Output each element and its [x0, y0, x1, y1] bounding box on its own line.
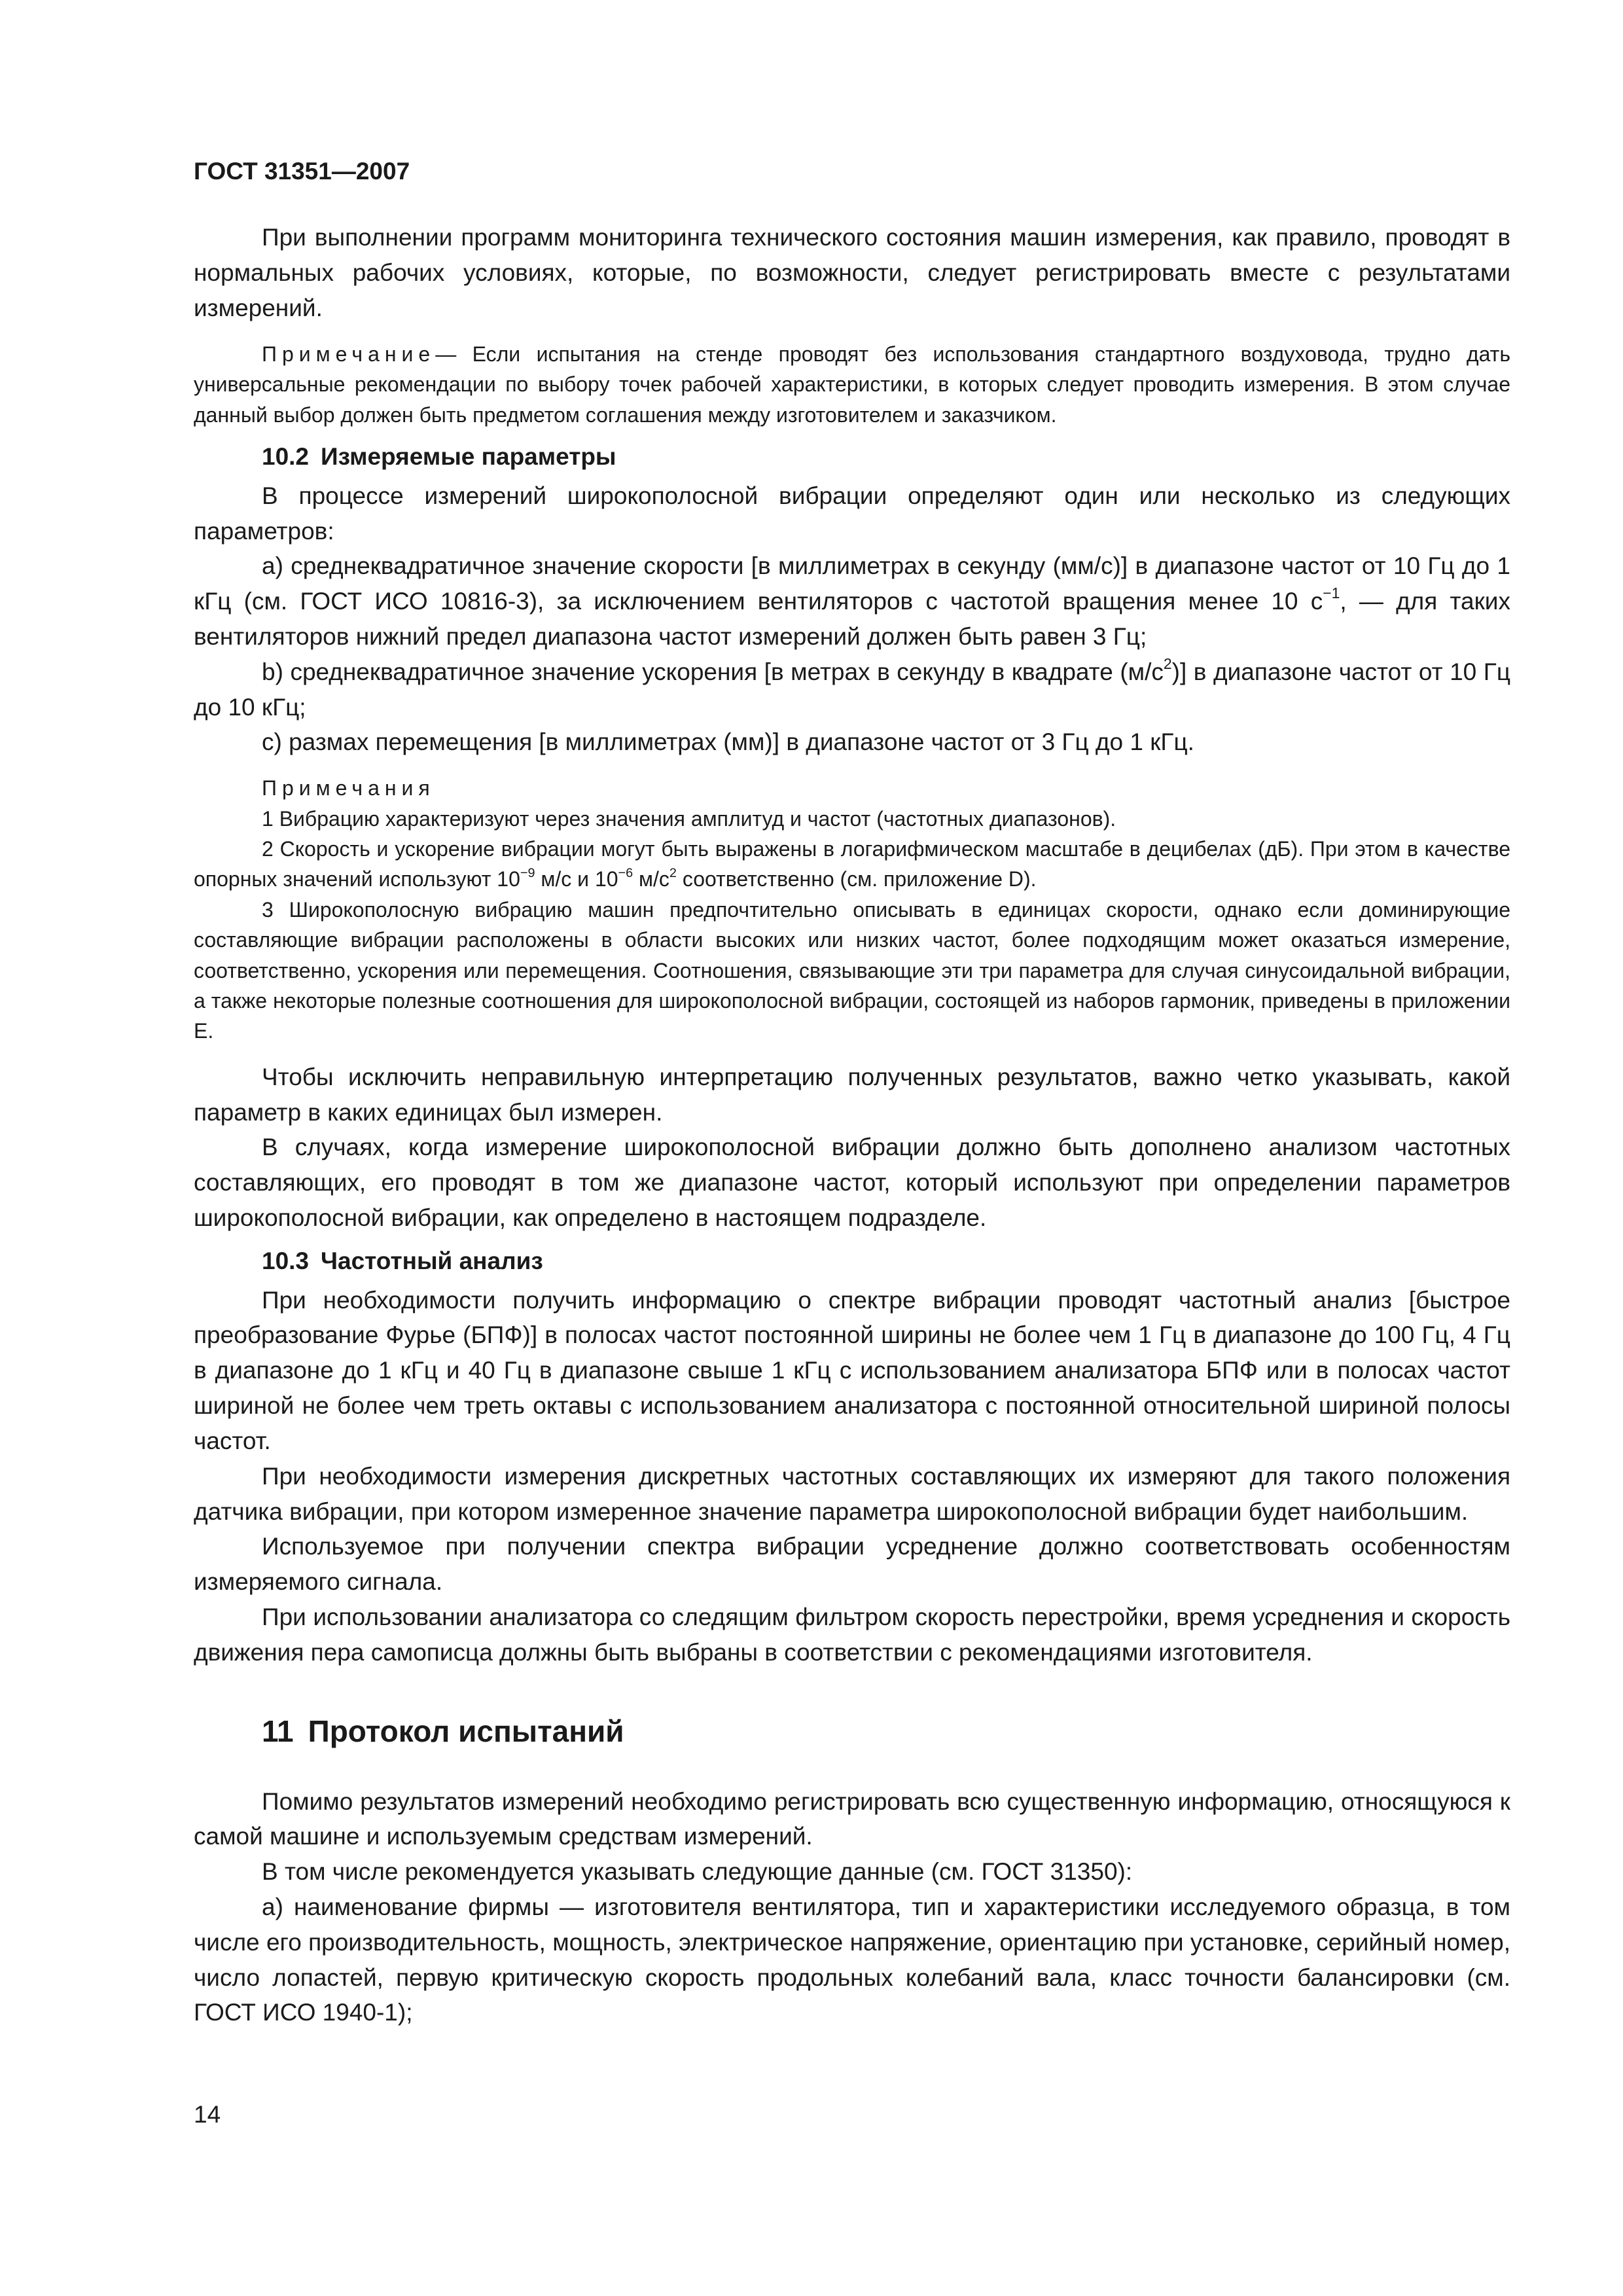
section-title: Частотный анализ — [321, 1247, 543, 1274]
paragraph: Используемое при получении спектра вибрации усреднение должно соответствовать особенностям измеряемого сигнала. — [194, 1533, 1510, 1596]
note-item-3: 3 Широкополосную вибрацию машин предпочтительно описывать в единицах скорости, однако если доминирующие составляющие вибрации расположены в области высоких или низких частот, более подходящим может оказаться измерение, соответственно, ускорения или перемещения. Соотношения, связывающие эти три параметра для случая синусоидальной вибрации, а также некоторые полезные соотношения для широкополосной вибрации, состоящей из наборов гармоник, приведены в приложении Е. — [194, 897, 1510, 1043]
note-text: м/с и 10 — [535, 867, 618, 891]
note-text: соответственно (см. приложение D). — [676, 867, 1037, 891]
paragraph: Чтобы исключить неправильную интерпретацию полученных результатов, важно четко указывать, какой параметр в каких единицах был измерен. — [194, 1063, 1510, 1126]
superscript: 2 — [669, 865, 677, 880]
paragraph: При необходимости измерения дискретных частотных составляющих их измеряют для такого положения датчика вибрации, при котором измеренное значение параметра широкополосной вибрации будет наибольшим. — [194, 1462, 1510, 1525]
list-item-text: , — для таких вентиляторов нижний предел диапазона частот измерений должен быть равен 3 Гц; — [194, 588, 1510, 650]
list-item-a — [194, 548, 1510, 654]
section-heading-10-2 — [262, 439, 1510, 475]
section-number: 10.3 — [262, 1247, 310, 1274]
document-id: ГОСТ 31351—2007 — [194, 158, 410, 185]
note-item-1: 1 Вибрацию характеризуют через значения амплитуд и частот (частотных диапазонов). — [262, 806, 1116, 831]
section-number: 10.2 — [262, 443, 310, 471]
superscript: −1 — [1323, 584, 1340, 602]
page-content — [194, 157, 1510, 2030]
list-item-text: b) среднеквадратичное значение ускорения [в метрах в секунду в квадрате (м/с — [262, 658, 1164, 685]
section-title: Измеряемые параметры — [321, 443, 616, 471]
paragraph: Помимо результатов измерений необходимо регистрировать всю существенную информацию, относящуюся к самой машине и используемым средствам измерений. — [194, 1787, 1510, 1850]
list-item-text: a) среднеквадратичное значение скорости [в миллиметрах в секунду (мм/с)] в диапазоне частот от 10 Гц до 1 кГц (см. ГОСТ ИСО 10816-3), за исключением вентиляторов с частотой вращения менее 10 с — [194, 552, 1510, 615]
paragraph: В случаях, когда измерение широкополосной вибрации должно быть дополнено анализом частотных составляющих, его проводят в том же диапазоне частот, который используют при определении параметров широкополосной вибрации, как определено в настоящем подразделе. — [194, 1134, 1510, 1232]
superscript: 2 — [1163, 655, 1172, 673]
note-text: — Если испытания на стенде проводят без использования стандартного воздуховода, трудно дать универсальные рекомендации по выбору точек рабочей характеристики, в которых следует проводить измерения. В этом случае данный выбор должен быть предметом соглашения между изготовителем и заказчиком. — [194, 342, 1510, 427]
superscript: −9 — [520, 865, 535, 880]
note-item-2 — [194, 834, 1510, 895]
section-heading-10-3 — [262, 1244, 1510, 1279]
superscript: −6 — [618, 865, 633, 880]
paragraph: В том числе рекомендуется указывать следующие данные (см. ГОСТ 31350): — [262, 1858, 1133, 1886]
section-heading-11 — [262, 1712, 1510, 1751]
page-number: 14 — [194, 2101, 221, 2128]
paragraph: При необходимости получить информацию о спектре вибрации проводят частотный анализ [быстрое преобразование Фурье (БПФ)] в полосах частот постоянной ширины не более чем 1 Гц в диапазоне до 100 Гц, 4 Гц в диапазоне до 1 кГц и 40 Гц в диапазоне свыше 1 кГц с использованием анализатора БПФ или в полосах частот шириной не более чем треть октавы с использованием анализатора с постоянной относительной шириной полосы частот. — [194, 1286, 1510, 1454]
list-item-text: )] в диапазоне частот от 10 Гц до 10 кГц; — [194, 658, 1511, 721]
list-item-c: c) размах перемещения [в миллиметрах (мм)] в диапазоне частот от 3 Гц до 1 кГц. — [262, 728, 1194, 756]
note-block — [194, 339, 1510, 430]
section-lead: В процессе измерений широкополосной вибрации определяют один или несколько из следующих параметров: — [194, 482, 1510, 545]
notes-title: Примечания — [262, 776, 435, 800]
list-item-b — [194, 655, 1510, 725]
note-text: м/с — [633, 867, 669, 891]
list-item-a: a) наименование фирмы — изготовителя вентилятора, тип и характеристики исследуемого образца, в том числе его производительность, мощность, электрическое напряжение, ориентацию при установке, серийный номер, число лопастей, первую критическую скорость продольных колебаний вала, класс точности балансировки (см. ГОСТ ИСО 1940-1); — [194, 1893, 1510, 2026]
note-text: 2 Скорость и ускорение вибрации могут быть выражены в логарифмическом масштабе в децибелах (дБ). При этом в качестве опорных значений используют 10 — [194, 837, 1510, 891]
paragraph: При использовании анализатора со следящим фильтром скорость перестройки, время усреднения и скорость движения пера самописца должны быть выбраны в соответствии с рекомендациями изготовителя. — [194, 1604, 1510, 1666]
note-label: Примечание — [262, 342, 436, 366]
section-title: Протокол испытаний — [308, 1713, 624, 1748]
intro-paragraph: При выполнении программ мониторинга технического состояния машин измерения, как правило, проводят в нормальных рабочих условиях, которые, по возможности, следует регистрировать вместе с результатами измерений. — [194, 224, 1510, 322]
section-number: 11 — [262, 1713, 294, 1748]
